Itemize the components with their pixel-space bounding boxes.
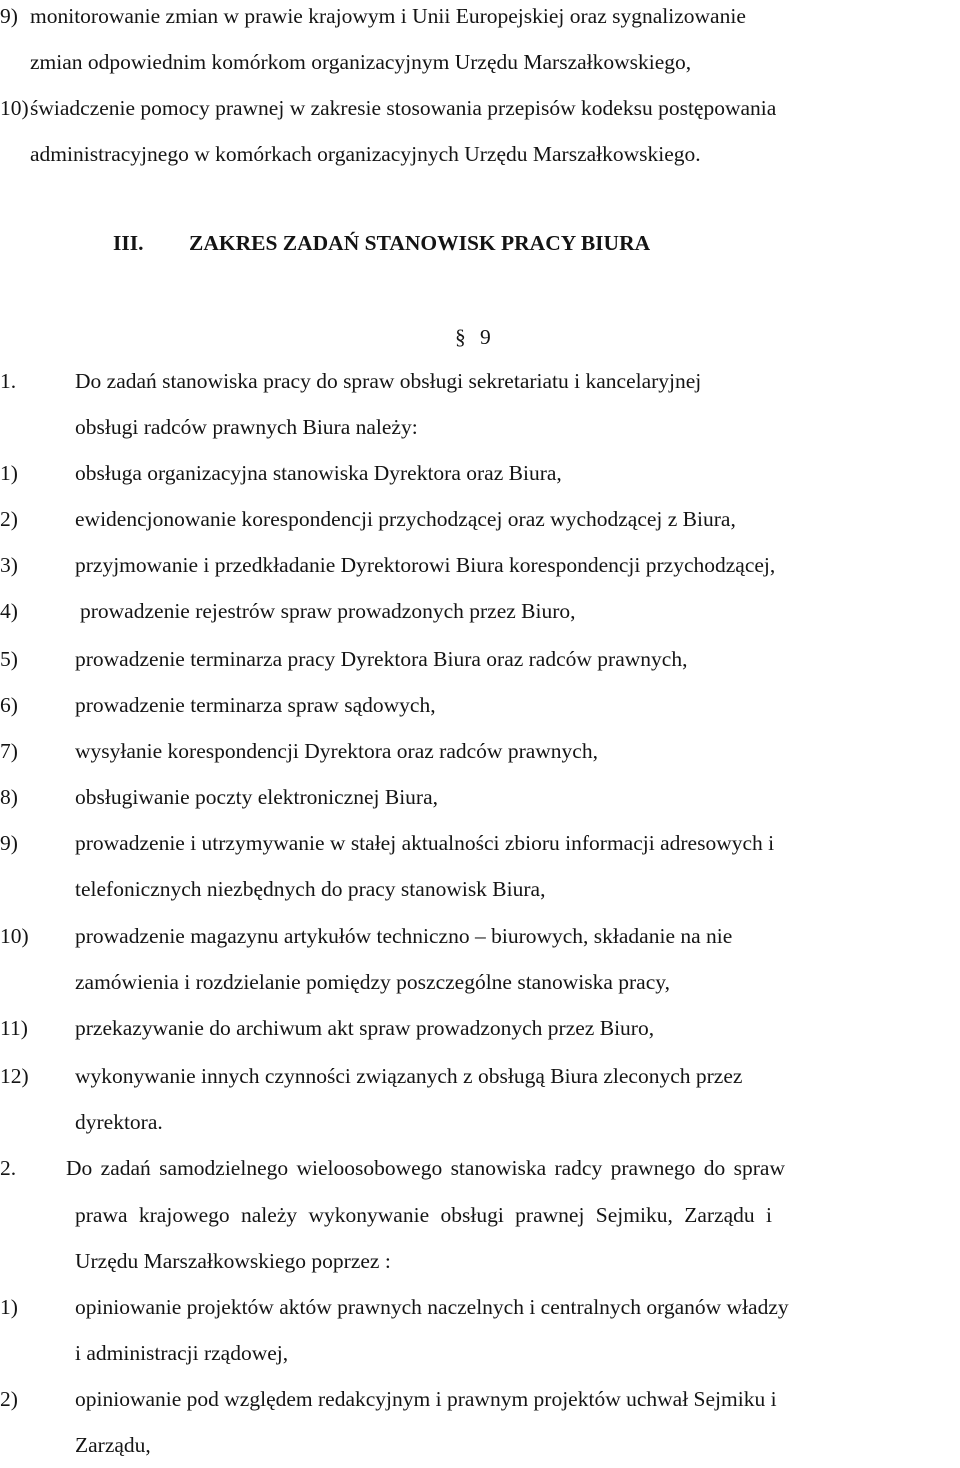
list-item-continuation — [0, 39, 960, 85]
item-number: 3) — [0, 553, 18, 577]
list-item — [0, 1005, 960, 1051]
item-text: prowadzenie rejestrów spraw prowadzonych przez Biuro, — [80, 599, 576, 623]
item-number: 8) — [0, 785, 18, 809]
item-text: zamówienia i rozdzielanie pomiędzy poszczególne stanowiska pracy, — [75, 970, 670, 994]
item-text: wykonywanie innych czynności związanych z obsługą Biura zleconych przez — [75, 1064, 743, 1088]
list-item — [0, 85, 960, 131]
list-item — [0, 450, 960, 496]
list-item-continuation — [0, 959, 960, 1005]
point-text: prawa krajowego należy wykonywanie obsługi prawnej Sejmiku, Zarządu i — [75, 1203, 772, 1227]
item-number: 5) — [0, 647, 18, 671]
item-text: monitorowanie zmian w prawie krajowym i Unii Europejskiej oraz sygnalizowanie — [30, 4, 746, 28]
item-number: 7) — [0, 739, 18, 763]
item-text: telefonicznych niezbędnych do pracy stanowisk Biura, — [75, 877, 546, 901]
item-text: opiniowanie pod względem redakcyjnym i prawnym projektów uchwał Sejmiku i — [75, 1387, 777, 1411]
list-item — [0, 774, 960, 820]
item-text: wysyłanie korespondencji Dyrektora oraz radców prawnych, — [75, 739, 598, 763]
item-text: opiniowanie projektów aktów prawnych naczelnych i centralnych organów władzy — [75, 1295, 789, 1319]
point-text: Do zadań samodzielnego wieloosobowego stanowiska radcy prawnego do spraw — [66, 1156, 785, 1180]
list-item — [0, 1053, 960, 1099]
item-text: prowadzenie i utrzymywanie w stałej aktualności zbioru informacji adresowych i — [75, 831, 775, 855]
point-continuation — [0, 1238, 960, 1284]
item-number: 2) — [0, 1387, 18, 1411]
section-numeral: III. — [113, 231, 144, 255]
paragraph-sign: § — [455, 325, 466, 349]
item-number: 6) — [0, 693, 18, 717]
item-number: 2) — [0, 507, 18, 531]
item-text: zmian odpowiednim komórkom organizacyjnym Urzędu Marszałkowskiego, — [30, 50, 692, 74]
list-item — [0, 682, 960, 728]
list-item — [0, 1284, 960, 1330]
item-text: prowadzenie terminarza spraw sądowych, — [75, 693, 436, 717]
section-title: ZAKRES ZADAŃ STANOWISK PRACY BIURA — [189, 231, 651, 255]
item-number: 4) — [0, 599, 18, 623]
point-heading — [0, 1145, 960, 1191]
list-item-continuation — [0, 1099, 960, 1145]
item-text: obsługa organizacyjna stanowiska Dyrektora oraz Biura, — [75, 461, 562, 485]
point-number: 1. — [0, 369, 17, 393]
item-text: świadczenie pomocy prawnej w zakresie stosowania przepisów kodeksu postępowania — [30, 96, 777, 120]
point-number: 2. — [0, 1156, 17, 1180]
list-item-continuation — [0, 131, 960, 177]
list-item — [0, 0, 960, 39]
point-continuation — [0, 1192, 960, 1238]
list-item — [0, 728, 960, 774]
item-text: przekazywanie do archiwum akt spraw prowadzonych przez Biuro, — [75, 1016, 655, 1040]
list-item — [0, 636, 960, 682]
item-text: prowadzenie magazynu artykułów techniczno – biurowych, składanie na nie — [75, 924, 733, 948]
point-text: obsługi radców prawnych Biura należy: — [75, 415, 418, 439]
item-text: i administracji rządowej, — [75, 1341, 289, 1365]
paragraph-number: 9 — [480, 325, 491, 349]
item-text: administracyjnego w komórkach organizacyjnych Urzędu Marszałkowskiego. — [30, 142, 701, 166]
item-text: prowadzenie terminarza pracy Dyrektora Biura oraz radców prawnych, — [75, 647, 688, 671]
section-heading — [0, 220, 960, 266]
point-heading — [0, 358, 960, 404]
item-number: 12) — [0, 1064, 29, 1088]
item-number: 9) — [0, 831, 18, 855]
item-number: 10) — [0, 924, 29, 948]
point-text: Urzędu Marszałkowskiego poprzez : — [75, 1249, 391, 1273]
item-text: dyrektora. — [75, 1110, 163, 1134]
item-text: Zarządu, — [75, 1433, 151, 1457]
item-number: 9) — [0, 4, 18, 28]
item-number: 1) — [0, 461, 18, 485]
item-text: ewidencjonowanie korespondencji przychodzącej oraz wychodzącej z Biura, — [75, 507, 736, 531]
item-text: przyjmowanie i przedkładanie Dyrektorowi Biura korespondencji przychodzącej, — [75, 553, 776, 577]
list-item — [0, 588, 960, 634]
point-continuation — [0, 404, 960, 450]
list-item — [0, 820, 960, 866]
list-item-continuation — [0, 1330, 960, 1376]
list-item — [0, 913, 960, 959]
item-text: obsługiwanie poczty elektronicznej Biura, — [75, 785, 438, 809]
item-number: 10) — [0, 96, 29, 120]
list-item — [0, 496, 960, 542]
list-item-continuation — [0, 1422, 960, 1468]
point-text: Do zadań stanowiska pracy do spraw obsługi sekretariatu i kancelaryjnej — [75, 369, 702, 393]
list-item — [0, 1376, 960, 1422]
item-number: 1) — [0, 1295, 18, 1319]
list-item — [0, 542, 960, 588]
list-item-continuation — [0, 866, 960, 912]
item-number: 11) — [0, 1016, 28, 1040]
paragraph-marker — [0, 314, 960, 360]
